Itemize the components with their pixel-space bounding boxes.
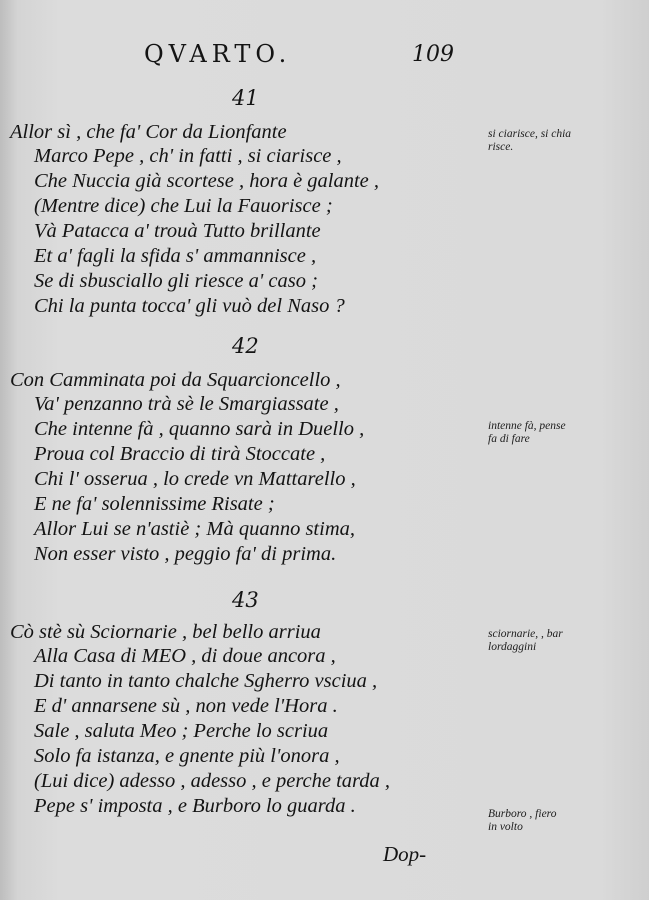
margin-note — [488, 420, 638, 446]
verse-line: Pepe s' imposta , e Burboro lo guarda . — [34, 795, 356, 817]
verse-line: Con Camminata poi da Squarcioncello , — [10, 369, 341, 391]
verse-line: Non esser visto , peggio fa' di prima. — [34, 543, 337, 565]
margin-note-line: sciornarie, , bar — [488, 628, 563, 640]
catchword: Dop- — [383, 842, 427, 866]
verse-line: Cò stè sù Sciornarie , bel bello arriua — [10, 621, 321, 643]
verse-line: Va' penzanno trà sè le Smargiassate , — [34, 393, 339, 415]
verse-line: Chi l' osserua , lo crede vn Mattarello , — [34, 468, 356, 490]
verse-line: E d' annarsene sù , non vede l'Hora . — [34, 695, 338, 717]
margin-note — [488, 628, 638, 654]
verse-line: Và Patacca a' trouà Tutto brillante — [34, 220, 321, 242]
verse-line: Proua col Braccio di tirà Stoccate , — [34, 443, 326, 465]
verse-line: Di tanto in tanto chalche Sgherro vsciua , — [34, 670, 378, 692]
margin-note-line: intenne fà, pense — [488, 420, 566, 432]
verse-line: E ne fa' solennissime Risate ; — [34, 493, 275, 515]
margin-note-line: Burboro , fiero — [488, 808, 557, 820]
verse-line: Allor sì , che fa' Cor da Lionfante — [10, 121, 287, 143]
verse-line: Allor Lui se n'astiè ; Mà quanno stima, — [34, 518, 355, 540]
verse-line: Solo fa istanza, e gnente più l'onora , — [34, 745, 340, 767]
stanza-number: 42 — [232, 334, 259, 358]
page-header — [140, 40, 470, 76]
verse-line: Che Nuccia già scortese , hora è galante , — [34, 170, 380, 192]
margin-note — [488, 808, 638, 834]
verse-line: Se di sbusciallo gli riesce a' caso ; — [34, 270, 318, 292]
margin-note-line: si ciarisce, si chia — [488, 128, 572, 140]
margin-note-line: in volto — [488, 821, 523, 833]
verse-line: Che intenne fà , quanno sarà in Duello , — [34, 418, 365, 440]
verse-line: Alla Casa di MEO , di doue ancora , — [34, 645, 336, 667]
page-number: 109 — [412, 42, 454, 67]
verse-line: Marco Pepe , ch' in fatti , si ciarisce , — [34, 145, 342, 167]
running-head: QVARTO. — [144, 40, 292, 68]
margin-note-line: risce. — [488, 141, 514, 153]
margin-note-line: lordaggini — [488, 641, 537, 653]
margin-note — [488, 128, 638, 154]
stanza-number: 43 — [232, 588, 259, 612]
verse-line: Sale , saluta Meo ; Perche lo scriua — [34, 720, 329, 742]
verse-line: (Mentre dice) che Lui la Fauorisce ; — [34, 195, 333, 217]
verse-line: Chi la punta tocca' gli vuò del Naso ? — [34, 295, 345, 317]
stanza-number: 41 — [232, 86, 259, 110]
verse-line: Et a' fagli la sfida s' ammannisce , — [34, 245, 317, 267]
margin-note-line: fa di fare — [488, 433, 530, 445]
verse-line: (Lui dice) adesso , adesso , e perche tarda , — [34, 770, 391, 792]
